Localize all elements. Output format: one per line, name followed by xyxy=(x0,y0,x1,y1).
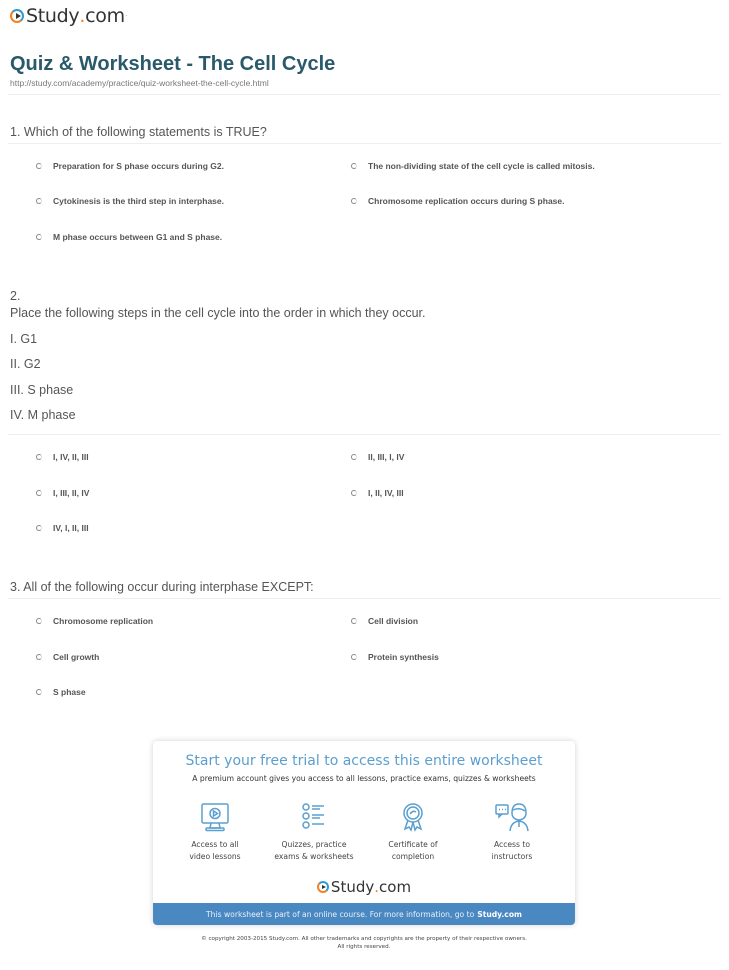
q3-option-b[interactable] xyxy=(351,616,418,626)
logo-text-study: Study xyxy=(26,5,80,27)
copyright-line2: All rights reserved. xyxy=(337,944,391,950)
feature-label-line2: completion xyxy=(391,852,435,861)
option-label: I, IV, II, III xyxy=(53,452,89,462)
feature-label-line1: Access to xyxy=(493,840,531,849)
option-label: Chromosome replication xyxy=(53,616,154,626)
question-2-item: III. S phase xyxy=(10,383,74,397)
question-2-item: II. G2 xyxy=(10,357,41,371)
study-logo[interactable] xyxy=(10,5,127,27)
promo-subtitle: A premium account gives you access to all lessons, practice exams, quizzes & worksheets xyxy=(192,774,536,783)
q2-option-b[interactable] xyxy=(351,452,404,462)
promo-footer-link[interactable]: Study.com xyxy=(477,909,522,919)
logo-text-study: Study xyxy=(330,878,375,896)
trademark-mark: · xyxy=(125,13,128,19)
divider xyxy=(8,143,721,144)
q3-option-e[interactable] xyxy=(36,687,86,697)
logo-text-dot: . xyxy=(374,878,380,896)
radio-icon[interactable] xyxy=(36,618,42,624)
feature-label-line1: Access to all xyxy=(191,840,239,849)
option-label: II, III, I, IV xyxy=(368,452,405,462)
promo-footer-bar xyxy=(153,903,575,925)
question-2-item: I. G1 xyxy=(10,332,38,346)
divider xyxy=(8,598,721,599)
feature-video-lessons xyxy=(165,801,265,863)
radio-icon[interactable] xyxy=(36,198,42,204)
feature-label-line2: video lessons xyxy=(189,852,241,861)
question-2-item: IV. M phase xyxy=(10,408,76,422)
logo-text-com: com xyxy=(85,5,125,27)
option-label: S phase xyxy=(53,687,86,697)
promo-study-logo[interactable] xyxy=(153,878,575,896)
q3-option-c[interactable] xyxy=(36,652,99,662)
radio-icon[interactable] xyxy=(351,618,357,624)
option-label: Protein synthesis xyxy=(368,652,439,662)
option-label: M phase occurs between G1 and S phase. xyxy=(53,232,223,242)
radio-icon[interactable] xyxy=(36,234,42,240)
radio-icon[interactable] xyxy=(351,490,357,496)
divider xyxy=(8,434,721,435)
instructor-icon xyxy=(494,801,530,833)
q3-option-d[interactable] xyxy=(351,652,439,662)
q1-option-a[interactable] xyxy=(36,161,224,171)
feature-label-line2: exams & worksheets xyxy=(274,852,354,861)
logo-text-dot: . xyxy=(79,5,86,27)
radio-icon[interactable] xyxy=(36,525,42,531)
copyright-line1: © copyright 2003-2015 Study.com. All other trademarks and copyrights are the property of their respective owners. xyxy=(201,936,527,942)
question-2-text: Place the following steps in the cell cycle into the order in which they occur. xyxy=(10,306,426,320)
radio-icon[interactable] xyxy=(36,490,42,496)
feature-label-line1: Certificate of xyxy=(388,840,438,849)
page-url: http://study.com/academy/practice/quiz-worksheet-the-cell-cycle.html xyxy=(10,78,269,88)
radio-icon[interactable] xyxy=(36,689,42,695)
free-trial-promo[interactable] xyxy=(153,741,575,925)
radio-icon[interactable] xyxy=(36,163,42,169)
page-title: Quiz & Worksheet - The Cell Cycle xyxy=(10,53,336,75)
q1-option-d[interactable] xyxy=(351,196,564,206)
q2-option-e[interactable] xyxy=(36,523,89,533)
option-label: Cell division xyxy=(368,616,419,626)
feature-quizzes xyxy=(264,801,364,863)
feature-instructors xyxy=(462,801,562,863)
radio-icon[interactable] xyxy=(351,654,357,660)
radio-icon[interactable] xyxy=(351,163,357,169)
play-logo-icon xyxy=(10,9,24,23)
q1-option-e[interactable] xyxy=(36,232,222,242)
feature-label-line1: Quizzes, practice xyxy=(281,840,347,849)
option-label: IV, I, II, III xyxy=(53,523,89,533)
radio-icon[interactable] xyxy=(36,454,42,460)
promo-footer-text: This worksheet is part of an online course. For more information, go to xyxy=(206,909,475,919)
logo-text-com: com xyxy=(379,878,412,896)
play-logo-icon xyxy=(317,881,329,893)
q1-option-c[interactable] xyxy=(36,196,224,206)
video-lesson-icon xyxy=(199,801,231,833)
q2-option-d[interactable] xyxy=(351,488,404,498)
radio-icon[interactable] xyxy=(36,654,42,660)
feature-certificate xyxy=(363,801,463,863)
q2-option-a[interactable] xyxy=(36,452,89,462)
feature-label-line2: instructors xyxy=(491,852,533,861)
option-label: Cell growth xyxy=(53,652,100,662)
option-label: Cytokinesis is the third step in interphase. xyxy=(53,196,224,206)
radio-icon[interactable] xyxy=(351,198,357,204)
q2-option-c[interactable] xyxy=(36,488,89,498)
option-label: The non-dividing state of the cell cycle is called mitosis. xyxy=(368,161,595,171)
question-3-text: 3. All of the following occur during interphase EXCEPT: xyxy=(10,580,314,594)
promo-title: Start your free trial to access this entire worksheet xyxy=(185,753,543,769)
option-label: I, II, IV, III xyxy=(368,488,404,498)
q1-option-b[interactable] xyxy=(351,161,595,171)
q3-option-a[interactable] xyxy=(36,616,153,626)
option-label: Preparation for S phase occurs during G2. xyxy=(53,161,224,171)
option-label: Chromosome replication occurs during S phase. xyxy=(368,196,565,206)
certificate-icon xyxy=(397,801,429,833)
question-1-text: 1. Which of the following statements is TRUE? xyxy=(10,125,267,139)
quiz-list-icon xyxy=(298,801,330,833)
radio-icon[interactable] xyxy=(351,454,357,460)
question-2-number: 2. xyxy=(10,289,21,303)
copyright-notice xyxy=(153,935,575,951)
divider xyxy=(8,94,721,95)
option-label: I, III, II, IV xyxy=(53,488,90,498)
